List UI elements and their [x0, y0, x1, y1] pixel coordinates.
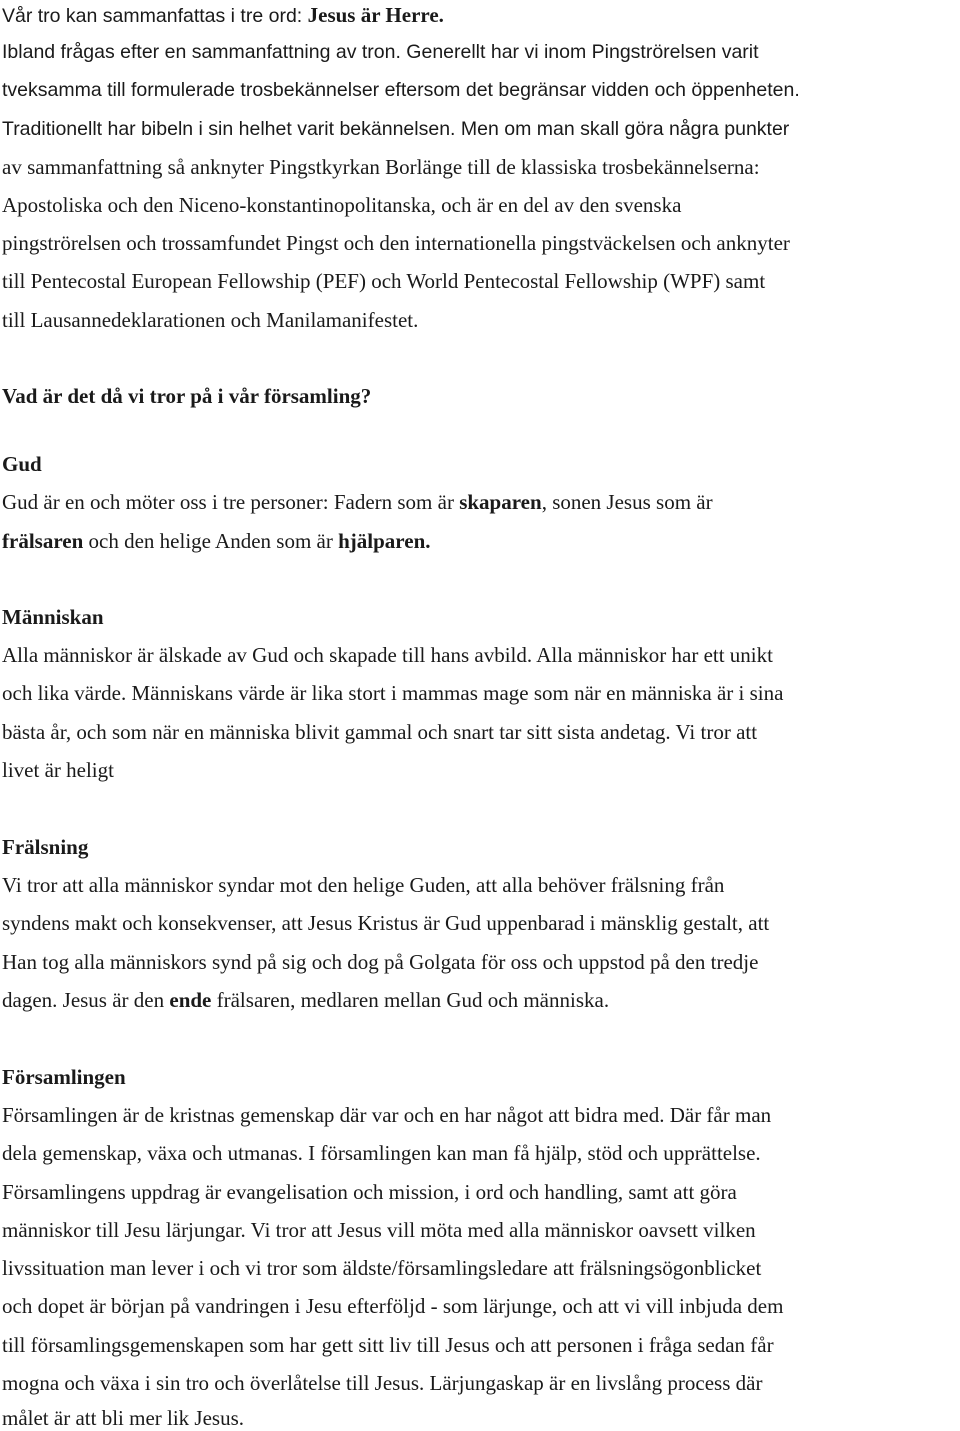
intro-line-8: till Pentecostal European Fellowship (PEF) och World Pentecostal Fellowship (WPF) samt [2, 269, 766, 293]
manniskan-line: Alla människor är älskade av Gud och skapade till hans avbild. Alla människor har ett unikt [2, 643, 773, 667]
intro-line-9: till Lausannedeklarationen och Manilamanifestet. [2, 308, 419, 332]
gud-l2-text: och den helige Anden som är [83, 529, 339, 553]
forsamlingen-line: till församlingsgemenskapen som har gett sitt liv till Jesus och att personen i fråga sedan får [2, 1333, 774, 1357]
fralsning-line: Han tog alla människors synd på sig och dog på Golgata för oss och uppstod på den tredje [2, 950, 759, 974]
fralsning-last-text: dagen. Jesus är den [2, 988, 170, 1012]
forsamlingen-line: människor till Jesu lärjungar. Vi tror att Jesus vill möta med alla människor oavsett vilken [2, 1218, 756, 1242]
intro-line-4-serif: Men om man skall göra några punkter [460, 118, 790, 140]
forsamlingen-line: Församlingens uppdrag är evangelisation och mission, i ord och handling, samt att göra [2, 1180, 737, 1204]
section-question: Vad är det då vi tror på i vår församling? [2, 384, 372, 408]
manniskan-line: och lika värde. Människans värde är lika stort i mammas mage som när en människa är i sina [2, 681, 784, 705]
intro-bold-phrase: Jesus är Herre. [307, 3, 444, 27]
gud-l1-text: Gud är en och möter oss i tre personer: Fadern som är [2, 490, 460, 514]
forsamlingen-line: livssituation man lever i och vi tror som äldste/församlingsledare att frälsningsögonblicket [2, 1256, 762, 1280]
forsamlingen-line: och dopet är början på vandringen i Jesu efterföljd - som lärjunge, och att vi vill inbjuda dem [2, 1294, 784, 1318]
manniskan-line: bästa år, och som när en människa blivit gammal och snart tar sitt sista andetag. Vi tror att [2, 720, 758, 744]
gud-line-2 [2, 528, 431, 554]
gud-l1-tail: , sonen Jesus som är [541, 490, 713, 514]
intro-line-1 [2, 2, 444, 29]
intro-prefix: Vår tro kan sammanfattas i tre ord: [2, 5, 308, 27]
forsamlingen-line: dela gemenskap, växa och utmanas. I församlingen kan man få hjälp, stöd och upprättelse. [2, 1141, 761, 1165]
fralsning-bold-ende: ende [169, 988, 212, 1012]
fralsning-last-tail: frälsaren, medlaren mellan Gud och människa. [211, 988, 610, 1012]
forsamlingen-line: målet är att bli mer lik Jesus. [2, 1406, 245, 1430]
manniskan-line: livet är heligt [2, 758, 114, 782]
forsamlingen-line: Församlingen är de kristnas gemenskap där var och en har något att bidra med. Där får man [2, 1103, 772, 1127]
intro-line-5: av sammanfattning så anknyter Pingstkyrkan Borlänge till de klassiska trosbekännelserna: [2, 155, 760, 179]
intro-line-4-sans: Traditionellt har bibeln i sin helhet varit bekännelsen. [2, 118, 461, 140]
forsamlingen-line: mogna och växa i sin tro och överlåtelse till Jesus. Lärjungaskap är en livslång process där [2, 1371, 763, 1395]
intro-line-6: Apostoliska och den Niceno-konstantinopolitanska, och är en del av den svenska [2, 193, 682, 217]
fralsning-line: Vi tror att alla människor syndar mot den helige Guden, att alla behöver frälsning från [2, 873, 725, 897]
fralsning-line: syndens makt och konsekvenser, att Jesus Kristus är Gud uppenbarad i mänsklig gestalt, att [2, 911, 770, 935]
fralsning-line-last [2, 987, 609, 1013]
intro-line-2: Ibland frågas efter en sammanfattning av tron. Generellt har vi inom Pingströrelsen varit [2, 41, 759, 63]
intro-line-7: pingströrelsen och trossamfundet Pingst och den internationella pingstväckelsen och anknyter [2, 231, 790, 255]
heading-manniskan: Människan [2, 605, 104, 629]
intro-line-3: tveksamma till formulerade trosbekännelser eftersom det begränsar vidden och öppenheten. [2, 79, 800, 101]
gud-bold-fralsaren: frälsaren [2, 529, 84, 553]
gud-bold-hjalparen: hjälparen. [338, 529, 431, 553]
gud-line-1 [2, 489, 713, 515]
heading-fralsning: Frälsning [2, 835, 89, 859]
heading-forsamlingen: Församlingen [2, 1065, 126, 1089]
gud-bold-skaparen: skaparen [459, 490, 542, 514]
heading-gud: Gud [2, 452, 42, 476]
intro-line-4 [2, 115, 789, 142]
